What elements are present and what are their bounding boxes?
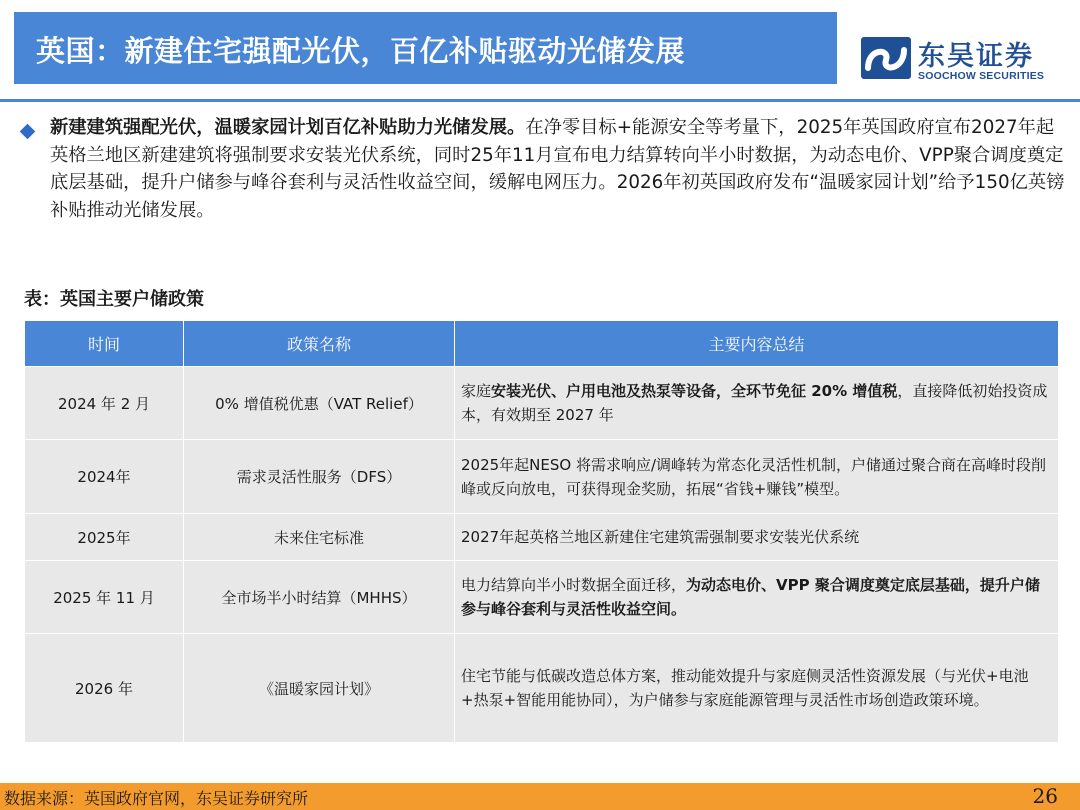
cell-time: 2024年 bbox=[25, 440, 184, 514]
cell-time: 2024 年 2 月 bbox=[25, 367, 184, 440]
summary-text: 住宅节能与低碳改造总体方案，推动能效提升与家庭侧灵活性资源发展（与光伏+电池+热泵+智能用能协同），为户储参与家庭能源管理与灵活性市场创造政策环境。 bbox=[461, 667, 1029, 709]
table-row bbox=[25, 440, 1059, 514]
footer-bar bbox=[0, 783, 1080, 810]
page-number: 26 bbox=[1032, 784, 1058, 808]
cell-summary bbox=[455, 514, 1059, 561]
cell-summary bbox=[455, 367, 1059, 440]
cell-time: 2025 年 11 月 bbox=[25, 561, 184, 634]
cell-policy-name: 全市场半小时结算（MHHS） bbox=[184, 561, 455, 634]
soochow-logo-icon bbox=[860, 36, 912, 80]
summary-text: 电力结算向半小时数据全面迁移， bbox=[461, 576, 687, 594]
intro-body: 在净零目标+能源安全等考量下，2025年英国政府宣布2027年起英格兰地区新建建筑将强制要求安装光伏系统，同时25年11月宣布电力结算转向半小时数据，为动态电价、VPP聚合调度奠定底层基础，提升户储参与峰谷套利与灵活性收益空间，缓解电网压力。2026年初英国政府发布“温暖家园计划”给予150亿英镑补贴推动光储发展。 bbox=[50, 117, 1065, 221]
summary-bold-text: 为动态电价、VPP 聚合调度奠定底层基础，提升户储参与峰谷套利与灵活性收益空间。 bbox=[461, 576, 1040, 618]
table-row bbox=[25, 561, 1059, 634]
cell-time: 2025年 bbox=[25, 514, 184, 561]
header-policy-name: 政策名称 bbox=[184, 321, 455, 367]
diamond-bullet-icon bbox=[20, 124, 36, 140]
data-source: 数据来源：英国政府官网，东吴证券研究所 bbox=[4, 789, 309, 808]
cell-policy-name: 《温暖家园计划》 bbox=[184, 634, 455, 743]
logo-chinese-name: 东吴证券 bbox=[918, 41, 1034, 72]
summary-text: 2027年起英格兰地区新建住宅建筑需强制要求安装光伏系统 bbox=[461, 528, 860, 546]
header-summary: 主要内容总结 bbox=[455, 321, 1059, 367]
cell-time: 2026 年 bbox=[25, 634, 184, 743]
header-bar bbox=[14, 12, 837, 84]
intro-paragraph bbox=[50, 114, 1070, 224]
cell-policy-name: 需求灵活性服务（DFS） bbox=[184, 440, 455, 514]
summary-text: ，直接降低初始投资成本，有效期至 2027 年 bbox=[461, 382, 1048, 424]
table-header-row bbox=[25, 321, 1059, 367]
company-logo bbox=[860, 36, 1060, 86]
page-title: 英国：新建住宅强配光伏，百亿补贴驱动光储发展 bbox=[36, 34, 686, 68]
cell-policy-name: 未来住宅标准 bbox=[184, 514, 455, 561]
summary-bold-text: 安装光伏、户用电池及热泵等设备，全环节免征 20% 增值税 bbox=[491, 382, 898, 400]
policy-table bbox=[24, 320, 1059, 743]
header-time: 时间 bbox=[25, 321, 184, 367]
logo-english-name: SOOCHOW SECURITIES bbox=[918, 70, 1045, 82]
table-row bbox=[25, 634, 1059, 743]
cell-summary bbox=[455, 440, 1059, 514]
cell-summary bbox=[455, 634, 1059, 743]
table-row bbox=[25, 367, 1059, 440]
summary-text: 2025年起NESO 将需求响应/调峰转为常态化灵活性机制，户储通过聚合商在高峰时段削峰或反向放电，可获得现金奖励，拓展“省钱+赚钱”模型。 bbox=[461, 455, 1047, 498]
summary-text: 家庭 bbox=[461, 382, 492, 400]
table-caption: 表：英国主要户储政策 bbox=[24, 289, 204, 310]
intro-lead: 新建建筑强配光伏，温暖家园计划百亿补贴助力光储发展。 bbox=[50, 117, 526, 138]
cell-policy-name: 0% 增值税优惠（VAT Relief） bbox=[184, 367, 455, 440]
table-row bbox=[25, 514, 1059, 561]
header-divider bbox=[0, 99, 1080, 102]
cell-summary bbox=[455, 561, 1059, 634]
